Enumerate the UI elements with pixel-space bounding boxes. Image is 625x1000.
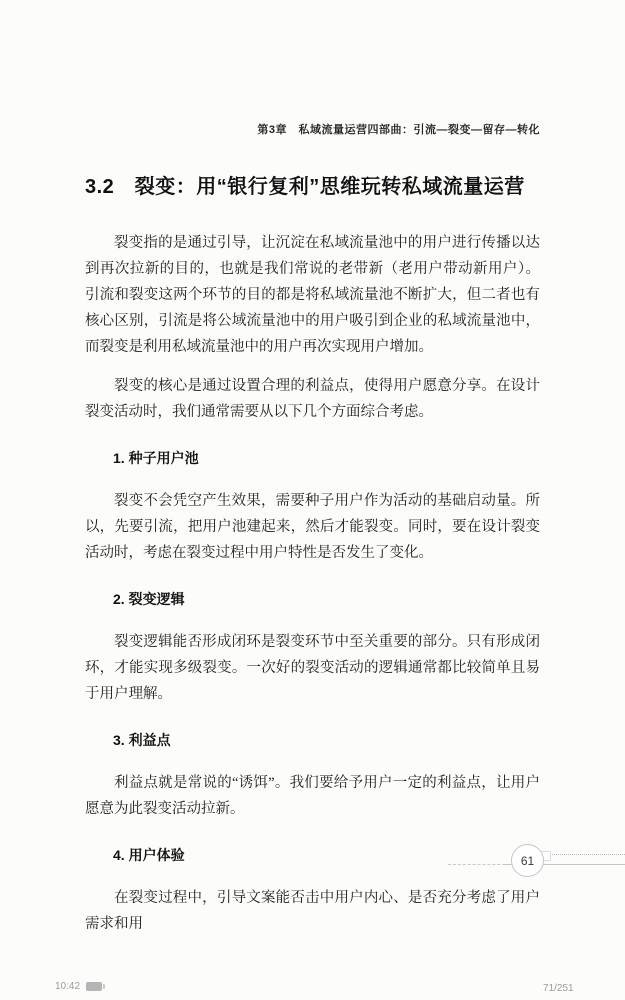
content-column bbox=[85, 0, 540, 950]
status-bar bbox=[0, 976, 625, 1000]
paragraph: 裂变逻辑能否形成闭环是裂变环节中至关重要的部分。只有形成闭环，才能实现多级裂变。一次好的裂变活动的逻辑通常都比较简单且易于用户理解。 bbox=[85, 634, 540, 702]
subsection-heading-benefit-point: 3. 利益点 bbox=[113, 732, 171, 748]
reading-progress: 71/251 bbox=[543, 983, 574, 994]
dotted-line bbox=[548, 854, 625, 855]
subsection-heading-user-experience: 4. 用户体验 bbox=[113, 847, 185, 863]
paragraph: 裂变不会凭空产生效果，需要种子用户作为活动的基础启动量。所以，先要引流，把用户池建起来，然后才能裂变。同时，要在设计裂变活动时，考虑在裂变过程中用户特性是否发生了变化。 bbox=[85, 493, 540, 561]
body-text bbox=[85, 230, 540, 937]
paragraph: 利益点就是常说的“诱饵”。我们要给予用户一定的利益点，让用户愿意为此裂变活动拉新。 bbox=[85, 775, 540, 817]
clock-time: 10:42 bbox=[55, 981, 81, 992]
paragraph: 在裂变过程中，引导文案能否击中用户内心、是否充分考虑了用户需求和用 bbox=[85, 890, 540, 932]
subsection-heading-seed-user-pool: 1. 种子用户池 bbox=[113, 450, 199, 466]
subsection-heading-fission-logic: 2. 裂变逻辑 bbox=[113, 591, 185, 607]
running-header: 第3章 私域流量运营四部曲：引流—裂变—留存—转化 bbox=[257, 124, 540, 136]
paragraph: 裂变的核心是通过设置合理的利益点，使得用户愿意分享。在设计裂变活动时，我们通常需要从以下几个方面综合考虑。 bbox=[85, 378, 540, 420]
dashed-line bbox=[448, 864, 510, 865]
page-number-badge: 61 bbox=[511, 844, 544, 877]
paragraph: 裂变指的是通过引导，让沉淀在私域流量池中的用户进行传播以达到再次拉新的目的，也就是我们常说的老带新（老用户带动新用户）。引流和裂变这两个环节的目的都是将私域流量池不断扩大，但二者也有核心区别，引流是将公域流量池中的用户吸引到企业的私域流量池中，而裂变是利用私域流量池中的用户再次实现用户增加。 bbox=[85, 235, 540, 355]
section-title: 3.2 裂变：用“银行复利”思维玩转私域流量运营 bbox=[85, 176, 525, 198]
battery-icon bbox=[86, 982, 102, 991]
